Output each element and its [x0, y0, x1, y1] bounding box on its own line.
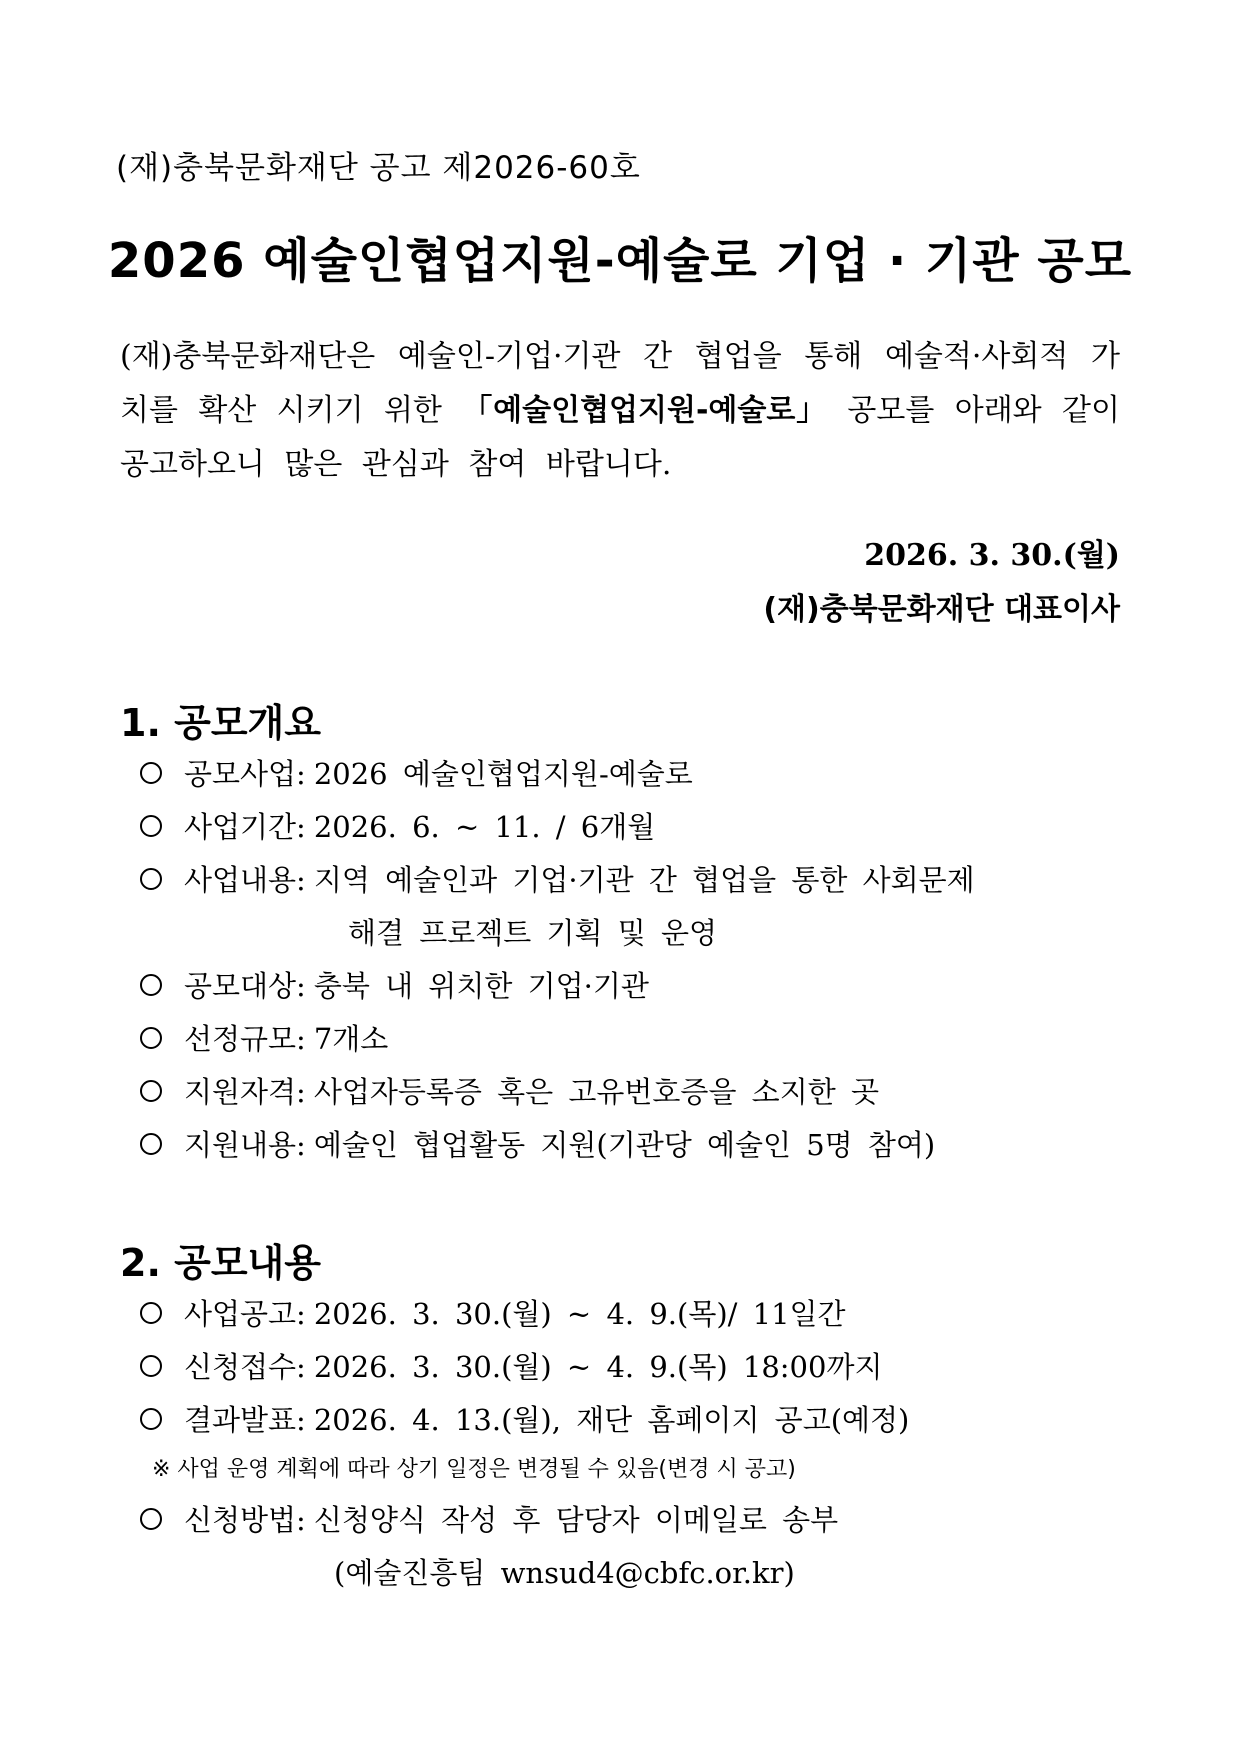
list-item [140, 805, 1130, 846]
section2-title: 2. 공모내용 [120, 1241, 321, 1285]
item-value: 충북 내 위치한 기업·기관 [313, 969, 649, 1003]
list-item [140, 964, 1130, 1005]
item-value: 사업자등록증 혹은 고유번호증을 소지한 곳 [313, 1075, 879, 1109]
notice-number: (재)충북문화재단 공고 제2026-60호 [116, 150, 641, 186]
item-label: 공모사업: [184, 757, 306, 791]
list-item [140, 1070, 1130, 1111]
list-item [140, 1292, 1130, 1333]
intro-paragraph [120, 330, 1120, 492]
schedule-note: ※ 사업 운영 계획에 따라 상기 일정은 변경될 수 있음(변경 시 공고) [152, 1457, 796, 1482]
item-label: 사업내용: [184, 863, 306, 897]
item-label: 지원내용: [184, 1128, 306, 1162]
item-value: 2026 예술인협업지원-예술로 [313, 757, 693, 791]
list-item [140, 752, 1130, 793]
circle-bullet-icon [140, 1508, 162, 1530]
circle-bullet-icon [140, 1027, 162, 1049]
item-label: 지원자격: [184, 1075, 306, 1109]
item-value-continued: (예술진흥팀 wnsud4@cbfc.or.kr) [334, 1556, 795, 1590]
item-value: 지역 예술인과 기업·기관 간 협업을 통한 사회문제 [313, 863, 975, 897]
circle-bullet-icon [140, 868, 162, 890]
circle-bullet-icon [140, 1133, 162, 1155]
list-item [140, 1398, 1130, 1439]
item-value: 2026. 6. ~ 11. / 6개월 [313, 810, 656, 844]
item-label: 신청접수: [184, 1350, 306, 1384]
item-label: 공모대상: [184, 969, 306, 1003]
item-value: 7개소 [313, 1022, 389, 1056]
circle-bullet-icon [140, 1302, 162, 1324]
list-item [140, 1498, 1130, 1539]
item-value: 예술인 협업활동 지원(기관당 예술인 5명 참여) [313, 1128, 936, 1162]
item-value-continued: 해결 프로젝트 기획 및 운영 [348, 916, 718, 950]
circle-bullet-icon [140, 1355, 162, 1377]
item-label: 사업기간: [184, 810, 306, 844]
item-label: 신청방법: [184, 1503, 306, 1537]
item-value: 신청양식 작성 후 담당자 이메일로 송부 [313, 1503, 839, 1537]
intro-text-before: (재)충북문화재단은 예술인-기업·기관 간 협업을 통해 예술적·사회적 가치를 확산 시키기 위한 [120, 339, 1120, 428]
list-item [140, 1017, 1130, 1058]
item-label: 결과발표: [184, 1403, 306, 1437]
page-title: 2026 예술인협업지원-예술로 기업 · 기관 공모 [107, 233, 1133, 289]
section1-title: 1. 공모개요 [120, 701, 321, 745]
circle-bullet-icon [140, 1080, 162, 1102]
list-item [140, 1123, 1130, 1164]
item-value: 2026. 3. 30.(월) ~ 4. 9.(목)/ 11일간 [313, 1297, 846, 1331]
circle-bullet-icon [140, 1408, 162, 1430]
signer: (재)충북문화재단 대표이사 [763, 592, 1120, 627]
circle-bullet-icon [140, 762, 162, 784]
intro-text-after: 공모를 아래와 같이 공고하오니 많은 관심과 참여 바랍니다. [120, 393, 1120, 482]
item-value: 2026. 4. 13.(월), 재단 홈페이지 공고(예정) [313, 1403, 910, 1437]
circle-bullet-icon [140, 974, 162, 996]
list-item [140, 1345, 1130, 1386]
intro-highlight: 「예술인협업지원-예술로」 [462, 393, 828, 428]
notice-date: 2026. 3. 30.(월) [864, 538, 1120, 573]
item-value: 2026. 3. 30.(월) ~ 4. 9.(목) 18:00까지 [313, 1350, 883, 1384]
circle-bullet-icon [140, 815, 162, 837]
item-label: 선정규모: [184, 1022, 306, 1056]
list-item [140, 858, 1130, 899]
item-label: 사업공고: [184, 1297, 306, 1331]
